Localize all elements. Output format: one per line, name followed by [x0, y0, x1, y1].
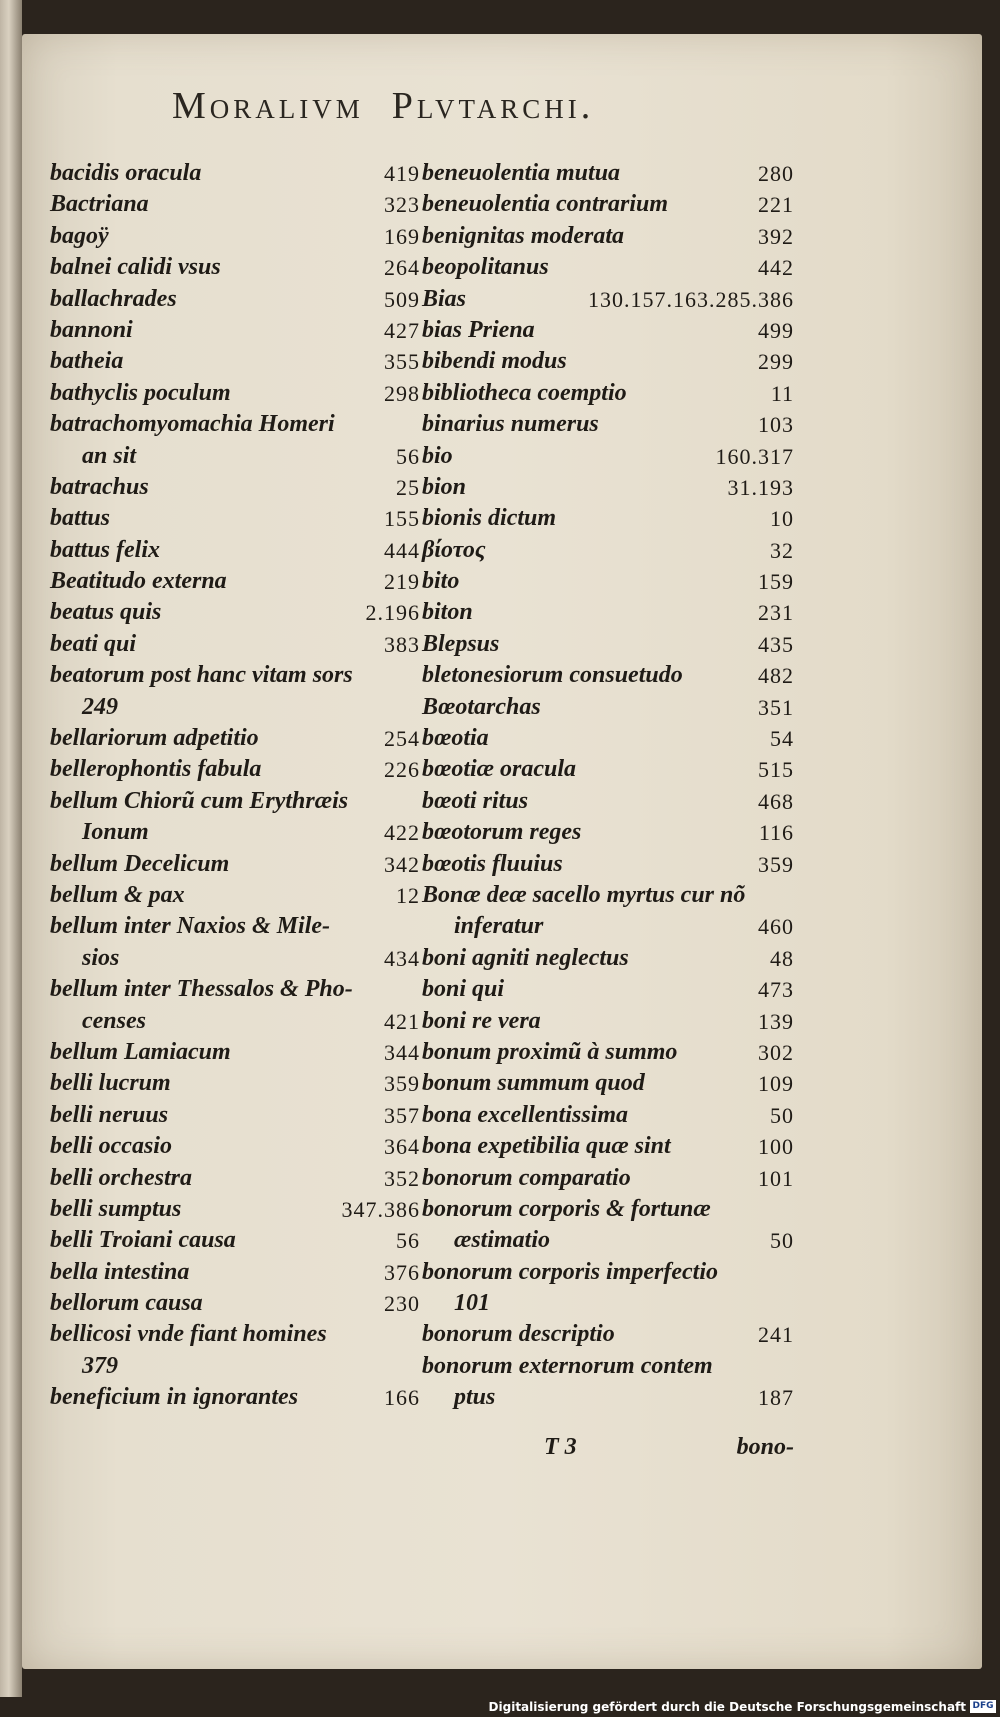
index-term: an sit — [82, 442, 137, 469]
index-entry — [50, 943, 420, 974]
index-entry — [50, 1163, 420, 1194]
index-entry — [50, 284, 420, 315]
index-page-ref: 427 — [384, 317, 420, 343]
index-entry — [50, 911, 420, 942]
index-page-ref: 109 — [758, 1071, 794, 1097]
index-entry — [422, 880, 794, 911]
index-entry — [50, 1100, 420, 1131]
index-term: bio — [422, 442, 453, 469]
index-term: belli lucrum — [50, 1070, 171, 1097]
index-entry — [422, 535, 794, 566]
index-term: bonorum externorum contem — [422, 1352, 713, 1379]
index-term: bion — [422, 473, 467, 500]
index-term: beati qui — [50, 630, 137, 657]
index-term: ptus — [454, 1384, 496, 1411]
index-term: bias Priena — [422, 316, 535, 343]
index-entry — [50, 158, 420, 189]
index-page-ref: 421 — [384, 1008, 420, 1034]
index-entry — [422, 1382, 794, 1413]
index-term: bagoÿ — [50, 222, 109, 249]
index-page-ref: 280 — [758, 161, 794, 186]
index-term: bannoni — [50, 316, 133, 343]
index-entry — [422, 1006, 794, 1037]
index-page-ref: 160.317 — [715, 443, 794, 469]
index-page-ref: 48 — [770, 945, 794, 971]
signature-mark: T 3 — [544, 1434, 577, 1460]
index-term: bellum inter Thessalos & Pho- — [50, 976, 353, 1003]
index-page-ref: 444 — [384, 537, 420, 563]
index-page-ref: 509 — [384, 286, 420, 312]
index-term: Bias — [422, 285, 467, 312]
index-term: bellerophontis fabula — [50, 756, 262, 783]
index-entry — [422, 1288, 794, 1319]
index-entry — [422, 346, 794, 377]
index-page-ref: 11 — [770, 380, 794, 406]
index-entry — [422, 754, 794, 785]
index-page-ref: 2.196 — [365, 600, 420, 626]
index-page-ref: 460 — [758, 914, 794, 940]
index-entry — [422, 409, 794, 440]
index-term: ballachrades — [50, 285, 177, 312]
index-term: censes — [82, 1007, 146, 1034]
catchword: bono- — [736, 1434, 794, 1460]
index-page-ref: 31.193 — [727, 474, 794, 500]
index-page-ref: 499 — [758, 317, 794, 343]
index-term: belli Troiani causa — [50, 1227, 236, 1254]
index-page-ref: 166 — [384, 1385, 420, 1411]
index-term: bibendi modus — [422, 348, 567, 375]
digitization-credit-bar — [0, 1697, 1000, 1717]
running-head-right: Plvtarchi. — [391, 85, 595, 127]
index-page-ref: 159 — [758, 569, 794, 595]
index-entry — [422, 629, 794, 660]
index-term: batheia — [50, 348, 124, 375]
index-term: biton — [422, 599, 473, 626]
index-entry — [422, 786, 794, 817]
index-term: belli neruus — [50, 1101, 169, 1128]
index-term: boni agniti neglectus — [422, 944, 629, 971]
index-entry — [50, 1068, 420, 1099]
index-page-ref: 241 — [758, 1322, 794, 1348]
index-entry — [50, 1194, 420, 1225]
index-term: Bonæ deæ sacello myrtus cur nõ — [422, 881, 746, 908]
index-term: æstimatio — [454, 1227, 551, 1254]
index-page-ref: 442 — [758, 255, 794, 281]
index-entry — [50, 472, 420, 503]
index-term: bonorum corporis imperfectio — [422, 1258, 719, 1285]
index-entry — [50, 629, 420, 660]
index-term: bellum inter Naxios & Mile- — [50, 913, 331, 940]
index-entry — [422, 692, 794, 723]
index-page-ref: 422 — [384, 820, 420, 846]
index-entry — [50, 597, 420, 628]
index-entry — [50, 409, 420, 440]
dfg-logo-icon: DFG — [970, 1700, 996, 1713]
index-page-ref: 323 — [384, 192, 420, 218]
index-entry — [50, 786, 420, 817]
index-term: belli occasio — [50, 1133, 172, 1160]
index-column-right — [422, 158, 794, 1414]
index-page-ref: 482 — [758, 663, 794, 689]
index-entry — [422, 817, 794, 848]
index-term: 101 — [454, 1290, 490, 1317]
index-entry — [422, 723, 794, 754]
index-term: bionis dictum — [422, 505, 557, 532]
index-page-ref: 50 — [770, 1228, 794, 1254]
index-page-ref: 56 — [396, 443, 420, 469]
index-entry — [50, 692, 420, 723]
index-term: bonum proximũ à summo — [422, 1038, 678, 1065]
index-page-ref: 139 — [758, 1008, 794, 1034]
index-entry — [422, 158, 794, 189]
index-entry — [50, 378, 420, 409]
index-page-ref: 100 — [758, 1134, 794, 1160]
index-entry — [422, 1131, 794, 1162]
index-entry — [422, 911, 794, 942]
index-page-ref: 226 — [384, 757, 420, 783]
index-page-ref: 419 — [384, 161, 420, 186]
index-page-ref: 231 — [758, 600, 794, 626]
index-term: 249 — [82, 693, 118, 720]
index-page-ref: 299 — [758, 349, 794, 375]
index-page-ref: 12 — [396, 882, 420, 908]
index-term: bœoti ritus — [422, 787, 529, 814]
index-page-ref: 25 — [396, 474, 420, 500]
index-term: beatus quis — [50, 599, 162, 626]
index-term: belli orchestra — [50, 1164, 192, 1191]
index-page-ref: 32 — [770, 537, 794, 563]
index-term: bœotis fluuius — [422, 850, 563, 877]
index-entry — [422, 1068, 794, 1099]
index-page-ref: 264 — [384, 255, 420, 281]
index-page-ref: 351 — [758, 694, 794, 720]
index-term: belli sumptus — [50, 1195, 182, 1222]
index-entry — [422, 221, 794, 252]
index-term: bellariorum adpetitio — [50, 725, 259, 752]
index-term: batrachus — [50, 473, 149, 500]
index-term: battus felix — [50, 536, 161, 563]
index-page-ref: 101 — [758, 1165, 794, 1191]
index-entry — [50, 1131, 420, 1162]
index-term: bona expetibilia quæ sint — [422, 1133, 671, 1160]
index-entry — [422, 189, 794, 220]
index-term: Beatitudo externa — [50, 568, 227, 595]
index-term: bœotiæ oracula — [422, 756, 577, 783]
index-page-ref: 169 — [384, 223, 420, 249]
index-page-ref: 219 — [384, 569, 420, 595]
index-entry — [50, 974, 420, 1005]
index-term: bonorum comparatio — [422, 1164, 631, 1191]
digitization-notice: Digitalisierung gefördert durch die Deutsche Forschungsgemeinschaft — [488, 1700, 966, 1714]
index-term: bœotia — [422, 725, 489, 752]
index-page-ref: 392 — [758, 223, 794, 249]
index-entry — [422, 1351, 794, 1382]
index-term: bibliotheca coemptio — [422, 379, 627, 406]
index-entry — [422, 943, 794, 974]
index-term: beneficium in ignorantes — [50, 1384, 299, 1411]
index-page-ref: 347.386 — [341, 1196, 420, 1222]
index-page-ref: 221 — [758, 192, 794, 218]
index-term: beneuolentia mutua — [422, 160, 621, 186]
index-term: binarius numerus — [422, 411, 599, 438]
index-entry — [50, 441, 420, 472]
index-entry — [422, 315, 794, 346]
index-term: beneuolentia contrarium — [422, 191, 669, 218]
index-page-ref: 130.157.163.285.386 — [588, 286, 794, 312]
index-entry — [422, 1037, 794, 1068]
index-entry — [50, 566, 420, 597]
index-term: bœotorum reges — [422, 819, 582, 846]
index-term: batrachomyomachia Homeri — [50, 411, 335, 438]
index-entry — [50, 1382, 420, 1413]
index-term: Ionum — [82, 819, 149, 846]
index-term: boni qui — [422, 976, 505, 1003]
index-term: bellum Decelicum — [50, 850, 230, 877]
index-page-ref: 155 — [384, 506, 420, 532]
page-footer — [422, 1434, 794, 1466]
index-page-ref: 54 — [770, 726, 794, 752]
book-edge — [0, 0, 22, 1717]
index-entry — [50, 1006, 420, 1037]
index-page-ref: 342 — [384, 851, 420, 877]
index-entry — [50, 723, 420, 754]
index-page-ref: 10 — [770, 506, 794, 532]
index-term: bonorum descriptio — [422, 1321, 615, 1348]
index-entry — [422, 1163, 794, 1194]
index-term: bellum Lamiacum — [50, 1038, 231, 1065]
index-entry — [50, 189, 420, 220]
index-entry — [50, 1351, 420, 1382]
index-term: bathyclis poculum — [50, 379, 231, 406]
index-term: beatorum post hanc vitam sors — [50, 662, 353, 689]
index-term: bletonesiorum consuetudo — [422, 662, 683, 689]
index-page-ref: 50 — [770, 1102, 794, 1128]
index-page-ref: 357 — [384, 1102, 420, 1128]
index-entry — [422, 1194, 794, 1225]
index-entry — [50, 503, 420, 534]
index-page-ref: 473 — [758, 977, 794, 1003]
index-entry — [50, 346, 420, 377]
index-page-ref: 298 — [384, 380, 420, 406]
index-term: benignitas moderata — [422, 222, 625, 249]
index-entry — [422, 284, 794, 315]
index-page-ref: 359 — [384, 1071, 420, 1097]
index-term: 379 — [82, 1352, 118, 1379]
book-page — [22, 34, 982, 1669]
index-term: bonum summum quod — [422, 1070, 645, 1097]
index-term: Bœotarchas — [422, 693, 541, 720]
index-term: Bactriana — [50, 191, 149, 218]
index-term: βίοτος — [422, 536, 486, 563]
index-term: balnei calidi vsus — [50, 254, 221, 281]
index-page-ref: 352 — [384, 1165, 420, 1191]
running-head-left: Moralivm — [172, 85, 364, 127]
index-page-ref: 359 — [758, 851, 794, 877]
index-entry — [422, 597, 794, 628]
index-entry — [50, 660, 420, 691]
index-page-ref: 355 — [384, 349, 420, 375]
index-page-ref: 435 — [758, 631, 794, 657]
index-entry — [50, 535, 420, 566]
index-page-ref: 434 — [384, 945, 420, 971]
index-page-ref: 383 — [384, 631, 420, 657]
index-entry — [50, 1257, 420, 1288]
index-page-ref: 344 — [384, 1039, 420, 1065]
index-page-ref: 116 — [758, 820, 794, 846]
index-page-ref: 302 — [758, 1039, 794, 1065]
index-page-ref: 254 — [384, 726, 420, 752]
index-term: bito — [422, 568, 460, 595]
index-entry — [422, 660, 794, 691]
index-term: bellorum causa — [50, 1290, 203, 1317]
index-term: boni re vera — [422, 1007, 541, 1034]
index-entry — [50, 1288, 420, 1319]
index-entry — [422, 566, 794, 597]
index-entry — [422, 974, 794, 1005]
index-term: Blepsus — [422, 630, 500, 657]
index-entry — [422, 1319, 794, 1350]
index-term: inferatur — [454, 913, 544, 940]
index-entry — [50, 817, 420, 848]
index-page-ref: 515 — [758, 757, 794, 783]
index-entry — [422, 441, 794, 472]
index-page-ref: 56 — [396, 1228, 420, 1254]
index-term: beopolitanus — [422, 254, 549, 281]
index-term: bellicosi vnde fiant homines — [50, 1321, 327, 1348]
index-column-left — [50, 158, 420, 1414]
index-entry — [422, 849, 794, 880]
index-term: sios — [82, 944, 120, 971]
index-entry — [50, 252, 420, 283]
index-page-ref: 103 — [758, 412, 794, 438]
index-entry — [422, 252, 794, 283]
index-page-ref: 376 — [384, 1259, 420, 1285]
index-term: bona excellentissima — [422, 1101, 628, 1128]
index-term: bacidis oracula — [50, 160, 202, 186]
index-page-ref: 230 — [384, 1291, 420, 1317]
index-entry — [50, 849, 420, 880]
index-entry — [422, 1225, 794, 1256]
index-entry — [422, 1100, 794, 1131]
index-term: battus — [50, 505, 111, 532]
index-entry — [50, 1319, 420, 1350]
index-term: bonorum corporis & fortunæ — [422, 1195, 711, 1222]
index-entry — [422, 1257, 794, 1288]
index-term: bellum Chiorũ cum Erythræis — [50, 787, 349, 814]
index-entry — [50, 221, 420, 252]
index-entry — [422, 472, 794, 503]
index-entry — [50, 1225, 420, 1256]
index-page-ref: 364 — [384, 1134, 420, 1160]
index-page-ref: 187 — [758, 1385, 794, 1411]
index-term: bellum & pax — [50, 881, 185, 908]
index-entry — [50, 315, 420, 346]
running-head — [172, 84, 732, 128]
index-entry — [422, 503, 794, 534]
index-entry — [50, 880, 420, 911]
index-entry — [50, 1037, 420, 1068]
index-entry — [422, 378, 794, 409]
index-page-ref: 468 — [758, 788, 794, 814]
index-term: bella intestina — [50, 1258, 190, 1285]
index-entry — [50, 754, 420, 785]
